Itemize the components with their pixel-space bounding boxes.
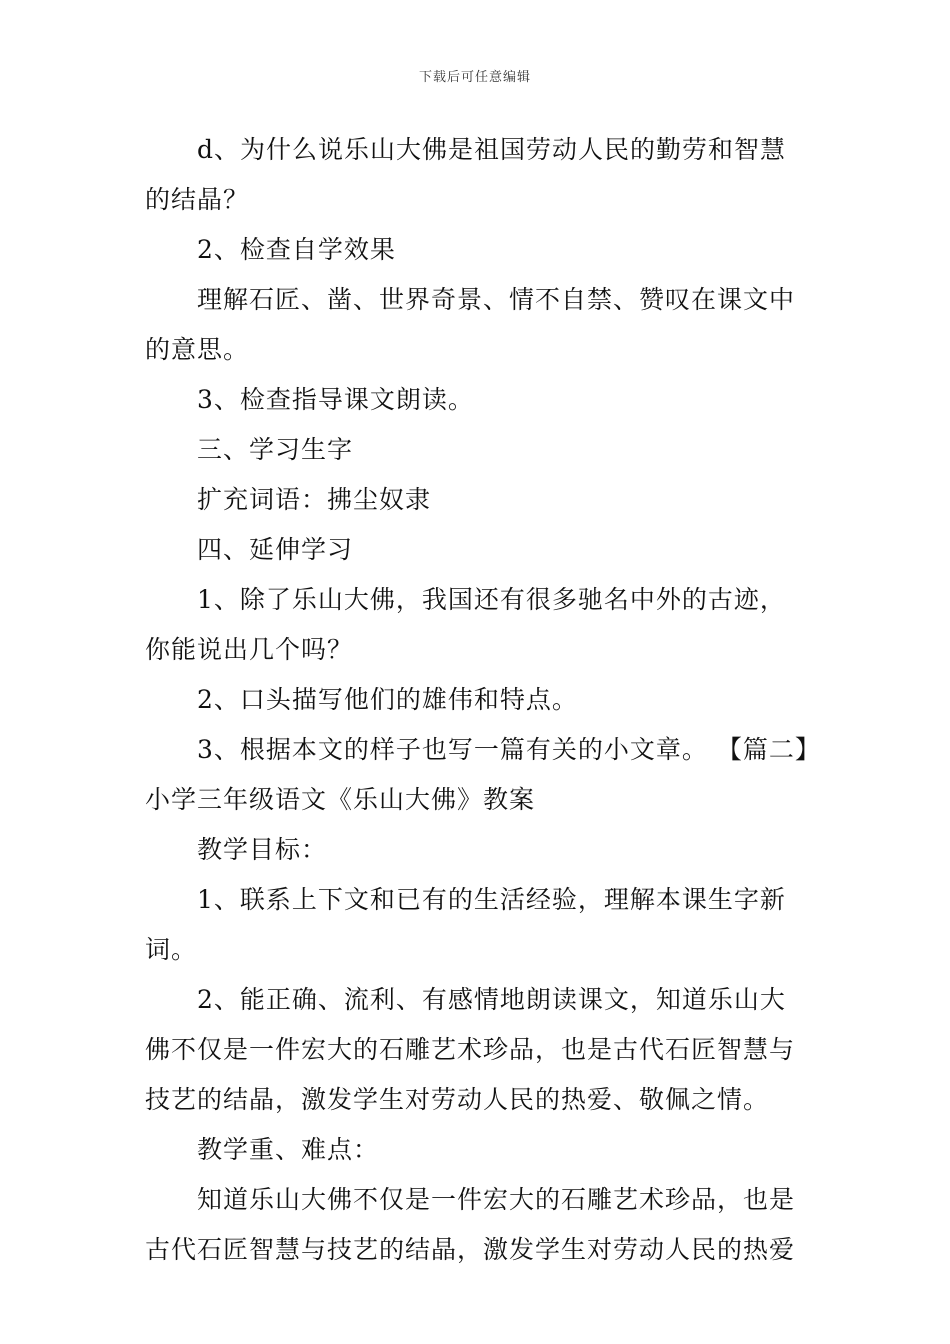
section-heading: 三、学习生字 (197, 435, 354, 464)
paragraph: 2、检查自学效果 (197, 235, 396, 264)
paragraph: 2、能正确、流利、有感情地朗读课文，知道乐山大佛不仅是一件宏大的石雕艺术珍品，也是古代石匠智慧与技艺的结晶，激发学生对劳动人民的热爱、敬佩之情。 (145, 985, 796, 1114)
paragraph: d、为什么说乐山大佛是祖国劳动人民的勤劳和智慧的结晶？ (145, 135, 787, 214)
paragraph: 知道乐山大佛不仅是一件宏大的石雕艺术珍品，也是古代石匠智慧与技艺的结晶，激发学生对劳动人民的热爱 (145, 1185, 796, 1264)
paragraph: 3、检查指导课文朗读。 (197, 385, 474, 414)
paragraph: 1、除了乐山大佛，我国还有很多驰名中外的古迹，你能说出几个吗？ (145, 585, 786, 664)
section-heading: 教学重、难点： (197, 1135, 380, 1164)
document-body (145, 125, 810, 1275)
paragraph: 理解石匠、凿、世界奇景、情不自禁、赞叹在课文中的意思。 (145, 285, 796, 364)
header-note: 下载后可任意编辑 (418, 70, 531, 85)
section-heading: 四、延伸学习 (197, 535, 354, 564)
paragraph: 2、口头描写他们的雄伟和特点。 (197, 685, 578, 714)
paragraph: 扩充词语：拂尘奴隶 (197, 485, 432, 514)
paragraph: 3、根据本文的样子也写一篇有关的小文章。 【篇二】小学三年级语文《乐山大佛》教案 (145, 735, 809, 814)
section-heading: 教学目标： (197, 835, 328, 864)
paragraph: 1、联系上下文和已有的生活经验，理解本课生字新词。 (145, 885, 786, 964)
